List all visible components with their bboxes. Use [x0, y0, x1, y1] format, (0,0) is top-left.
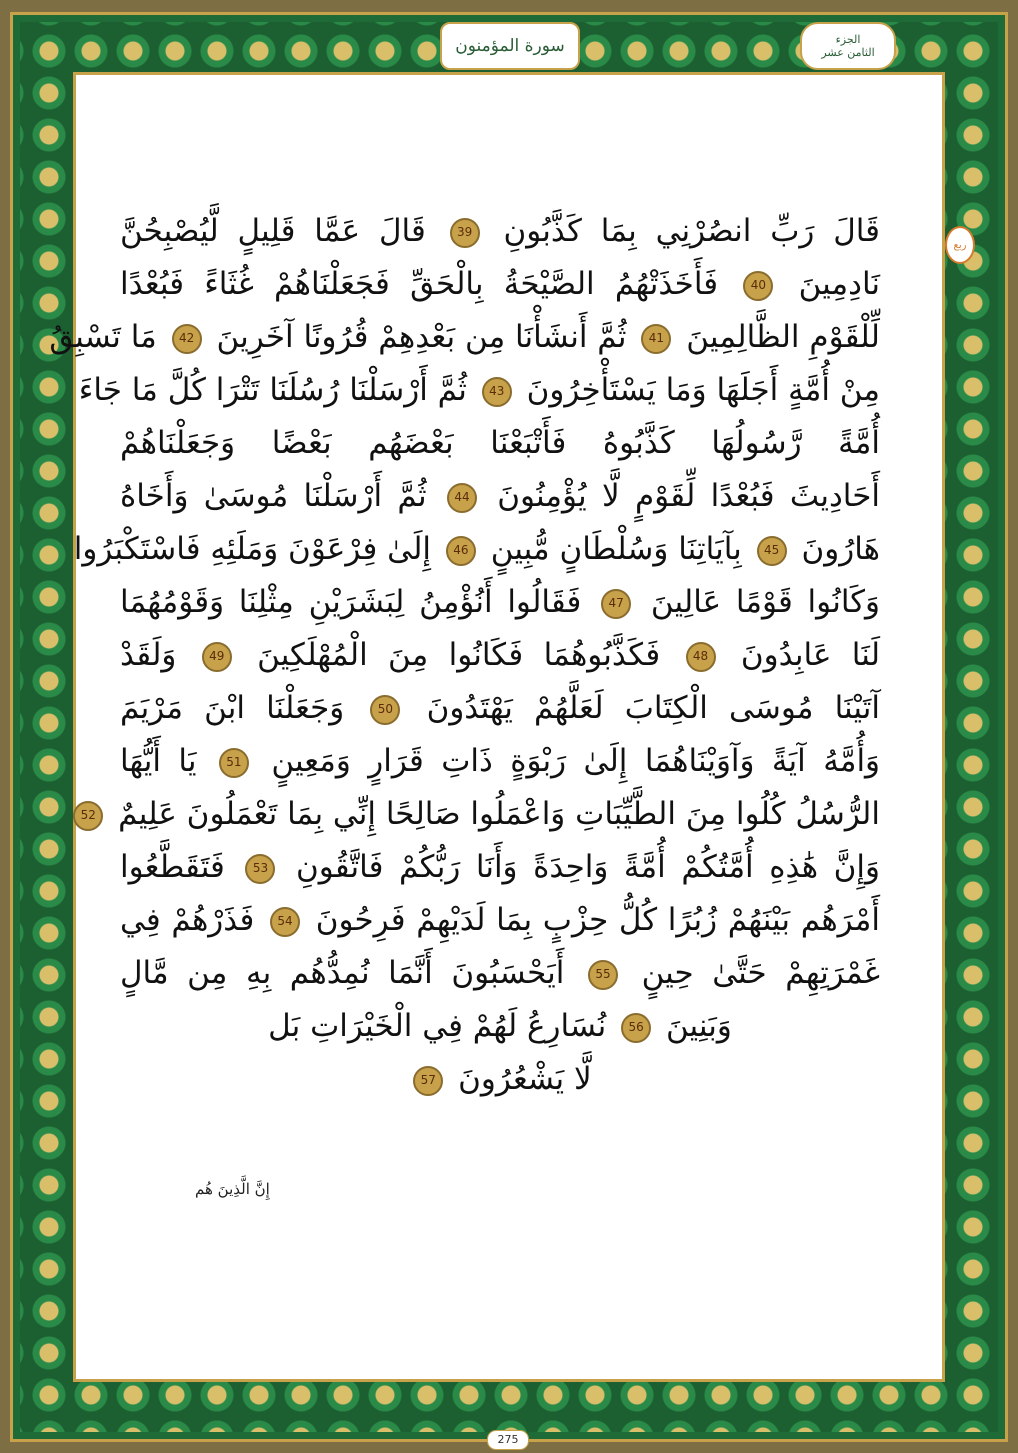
- verse-text: ثُمَّ أَرْسَلْنَا رُسُلَنَا تَتْرَا كُلَّ مَا جَاءَ: [78, 372, 467, 408]
- verse-line: [120, 894, 880, 947]
- ayah-number-icon: 41: [641, 324, 671, 354]
- juz-label: [800, 22, 896, 70]
- verse-line: [120, 258, 880, 311]
- ayah-number-icon: 40: [743, 271, 773, 301]
- verse-text: غَمْرَتِهِمْ حَتَّىٰ حِينٍ: [641, 955, 881, 991]
- ayah-number-icon: 54: [270, 907, 300, 937]
- verse-text: وَجَعَلْنَا ابْنَ مَرْيَمَ: [120, 690, 345, 726]
- verse-line: [49, 311, 880, 364]
- verse-text: أَمْرَهُم بَيْنَهُمْ زُبُرًا كُلُّ حِزْبٍ بِمَا لَدَيْهِمْ فَرِحُونَ: [315, 902, 881, 938]
- ayah-number-icon: 44: [447, 483, 477, 513]
- verse-text: لَّا يَشْعُرُونَ: [458, 1061, 592, 1097]
- verse-text: نُسَارِعُ لَهُمْ فِي الْخَيْرَاتِ بَل: [268, 1008, 607, 1044]
- verse-line: [80, 788, 880, 841]
- verse-text: مِنْ أُمَّةٍ أَجَلَهَا وَمَا يَسْتَأْخِرُونَ: [526, 372, 880, 408]
- verse-text: ثُمَّ أَرْسَلْنَا مُوسَىٰ وَأَخَاهُ: [120, 478, 427, 514]
- verse-text: قَالَ رَبِّ انصُرْنِي بِمَا كَذَّبُونِ: [503, 213, 880, 249]
- ayah-number-icon: 53: [245, 854, 275, 884]
- verse-line: [120, 841, 880, 894]
- verse-text: بِآيَاتِنَا وَسُلْطَانٍ مُّبِينٍ: [490, 531, 742, 567]
- verse-text: وَأُمَّهُ آيَةً وَآوَيْنَاهُمَا إِلَىٰ رَبْوَةٍ ذَاتِ قَرَارٍ وَمَعِينٍ: [271, 743, 881, 779]
- verse-line: [120, 1000, 880, 1053]
- ayah-number-icon: 51: [219, 748, 249, 778]
- ayah-number-icon: 42: [172, 324, 202, 354]
- juz-line-1: الجزء: [835, 33, 861, 46]
- verse-text: فَكَذَّبُوهُمَا فَكَانُوا مِنَ الْمُهْلَكِينَ: [257, 637, 661, 673]
- verse-line: [120, 417, 880, 470]
- verse-line: [120, 682, 880, 735]
- verse-text: يَا أَيُّهَا: [120, 743, 197, 779]
- ayah-number-icon: 45: [757, 536, 787, 566]
- verse-text: فَأَخَذَتْهُمُ الصَّيْحَةُ بِالْحَقِّ فَجَعَلْنَاهُمْ غُثَاءً فَبُعْدًا: [120, 266, 719, 302]
- verse-line: [120, 470, 880, 523]
- verse-lines: [49, 205, 881, 1106]
- ayah-number-icon: 43: [482, 377, 512, 407]
- verse-text: آتَيْنَا مُوسَى الْكِتَابَ لَعَلَّهُمْ يَهْتَدُونَ: [426, 690, 880, 726]
- verse-line: [120, 576, 880, 629]
- hizb-quarter-icon: ربع: [945, 226, 975, 264]
- verse-text: إِلَىٰ فِرْعَوْنَ وَمَلَئِهِ فَاسْتَكْبَرُوا: [73, 531, 432, 567]
- verse-text: هَارُونَ: [801, 531, 880, 567]
- verse-line: [78, 364, 880, 417]
- verse-line: [120, 1053, 880, 1106]
- verse-text: نَادِمِينَ: [798, 266, 881, 302]
- verse-text: وَإِنَّ هَٰذِهِ أُمَّتُكُمْ أُمَّةً وَاحِدَةً وَأَنَا رَبُّكُمْ فَاتَّقُونِ: [296, 849, 881, 885]
- verse-line: [120, 629, 880, 682]
- ayah-number-icon: 46: [446, 536, 476, 566]
- ayah-number-icon: 39: [450, 218, 480, 248]
- ayah-number-icon: 47: [601, 589, 631, 619]
- verse-text: وَلَقَدْ: [120, 637, 177, 673]
- catchword: إِنَّ الَّذِينَ هُم: [195, 1180, 270, 1198]
- ayah-number-icon: 48: [686, 642, 716, 672]
- ayah-number-icon: 55: [588, 960, 618, 990]
- verse-text: قَالَ عَمَّا قَلِيلٍ لَّيُصْبِحُنَّ: [120, 213, 426, 249]
- verse-text: لِّلْقَوْمِ الظَّالِمِينَ: [686, 319, 880, 355]
- verse-text: فَتَقَطَّعُوا: [120, 849, 225, 885]
- verse-text: وَكَانُوا قَوْمًا عَالِينَ: [650, 584, 880, 620]
- verse-line: [120, 735, 880, 788]
- verse-line: [120, 947, 880, 1000]
- surah-title: سورة المؤمنون: [440, 22, 580, 70]
- verse-text: مَا تَسْبِقُ: [49, 319, 157, 355]
- ayah-number-icon: 52: [73, 801, 103, 831]
- ayah-number-icon: 49: [202, 642, 232, 672]
- verse-text: فَقَالُوا أَنُؤْمِنُ لِبَشَرَيْنِ مِثْلِنَا وَقَوْمُهُمَا: [120, 584, 582, 620]
- verse-text: لَنَا عَابِدُونَ: [740, 637, 881, 673]
- verse-text: أَيَحْسَبُونَ أَنَّمَا نُمِدُّهُم بِهِ مِن مَّالٍ: [120, 955, 565, 991]
- verse-text: أَحَادِيثَ فَبُعْدًا لِّقَوْمٍ لَّا يُؤْمِنُونَ: [497, 478, 880, 514]
- verse-text: وَبَنِينَ: [665, 1008, 732, 1044]
- ayah-number-icon: 50: [370, 695, 400, 725]
- verse-text: الرُّسُلُ كُلُوا مِنَ الطَّيِّبَاتِ وَاعْمَلُوا صَالِحًا إِنِّي بِمَا تَعْمَلُونَ عَلِيمٌ: [118, 796, 880, 832]
- ayah-number-icon: 56: [621, 1013, 651, 1043]
- page-number: 275: [487, 1430, 529, 1450]
- verse-text: أُمَّةً رَّسُولُهَا كَذَّبُوهُ فَأَتْبَعْنَا بَعْضَهُم بَعْضًا وَجَعَلْنَاهُمْ: [120, 425, 880, 461]
- juz-line-2: الثامن عشر: [821, 46, 875, 59]
- verse-text: ثُمَّ أَنشَأْنَا مِن بَعْدِهِمْ قُرُونًا آخَرِينَ: [216, 319, 627, 355]
- verse-line: [120, 205, 880, 258]
- verse-line: [73, 523, 880, 576]
- verse-text: فَذَرْهُمْ فِي: [120, 902, 255, 938]
- ayah-number-icon: 57: [413, 1066, 443, 1096]
